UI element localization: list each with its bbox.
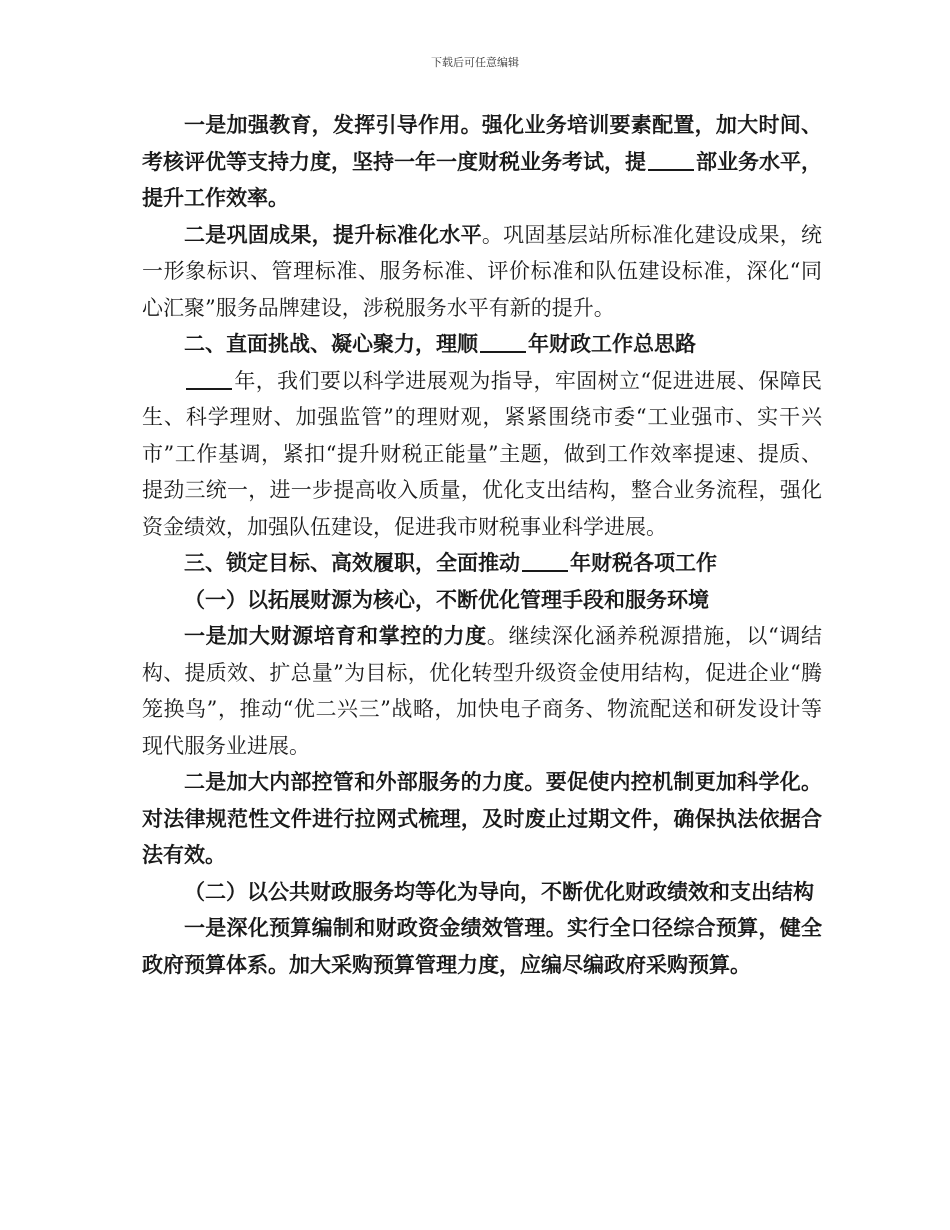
- heading-3: [142, 545, 822, 582]
- section-heading-1: （一）以拓展财源为核心，不断优化管理手段和服务环境: [184, 586, 709, 612]
- page-header: 下载后可任意编辑: [431, 56, 519, 69]
- paragraph-2-lead: 二是巩固成果，提升标准化水平: [184, 221, 482, 247]
- paragraph-4: [142, 618, 822, 764]
- paragraph-3-text: 年，我们要以科学进展观为指导，牢固树立“促进进展、保障民生、科学理财、加强监管”的理财观，紧紧围绕市委“工业强市、实干兴市”工作基调，紧扣“提升财税正能量”主题，做到工作效率提速、提质、提劲三统一，进一步提高收入质量，优化支出结构，整合业务流程，强化资金绩效，加强队伍建设，促进我市财税事业科学进展。: [142, 368, 822, 539]
- blank-underline: [648, 149, 694, 171]
- heading-3-text-end: 年财税各项工作: [570, 550, 717, 575]
- paragraph-4-lead: 一是加大财源培育和掌控的力度: [184, 623, 487, 648]
- paragraph-5: 二是加大内部控管和外部服务的力度。要促使内控机制更加科学化。对法律规范性文件进行拉网式梳理，及时废止过期文件，确保执法依据合法有效。: [142, 769, 822, 867]
- blank-underline: [522, 550, 568, 572]
- blank-underline: [480, 331, 526, 353]
- paragraph-2-text: 。巩固基层站所标准化建设成果，统一形象标识、管理标准、服务标准、评价标准和队伍建设标准，深化“同心汇聚”服务品牌建设，涉税服务水平有新的提升。: [142, 222, 823, 320]
- blank-underline: [186, 368, 232, 390]
- heading-3-text: 三、锁定目标、高效履职，全面推动: [184, 550, 520, 575]
- paragraph-1-text: 一是加强教育，发挥引导作用。强化业务培训要素配置，加大时间、考核评优等支持力度，坚持一年一度财税业务考试，提: [142, 112, 822, 174]
- heading-2-text-end: 年财政工作总思路: [528, 331, 696, 356]
- paragraph-1-text-end: 部业务水平，提升工作效率。: [142, 148, 822, 210]
- paragraph-4-text: 。继续深化涵养税源措施，以“调结构、提质效、扩总量”为目标，优化转型升级资金使用结构，促进企业“腾笼换鸟”，推动“优二兴三”战略，加快电子商务、物流配送和研发设计等现代服务业进展。: [142, 624, 822, 758]
- section-heading-2: （二）以公共财政服务均等化为导向，不断优化财政绩效和支出结构: [184, 878, 814, 904]
- paragraph-1: [142, 107, 822, 217]
- paragraph-2: [142, 217, 822, 327]
- heading-2-text: 二、直面挑战、凝心聚力，理顺: [184, 331, 478, 356]
- paragraph-6: 一是深化预算编制和财政资金绩效管理。实行全口径综合预算，健全政府预算体系。加大采购预算管理力度，应编尽编政府采购预算。: [142, 915, 822, 977]
- document-body: [142, 107, 822, 983]
- paragraph-3: [142, 363, 822, 546]
- heading-2: [142, 326, 822, 363]
